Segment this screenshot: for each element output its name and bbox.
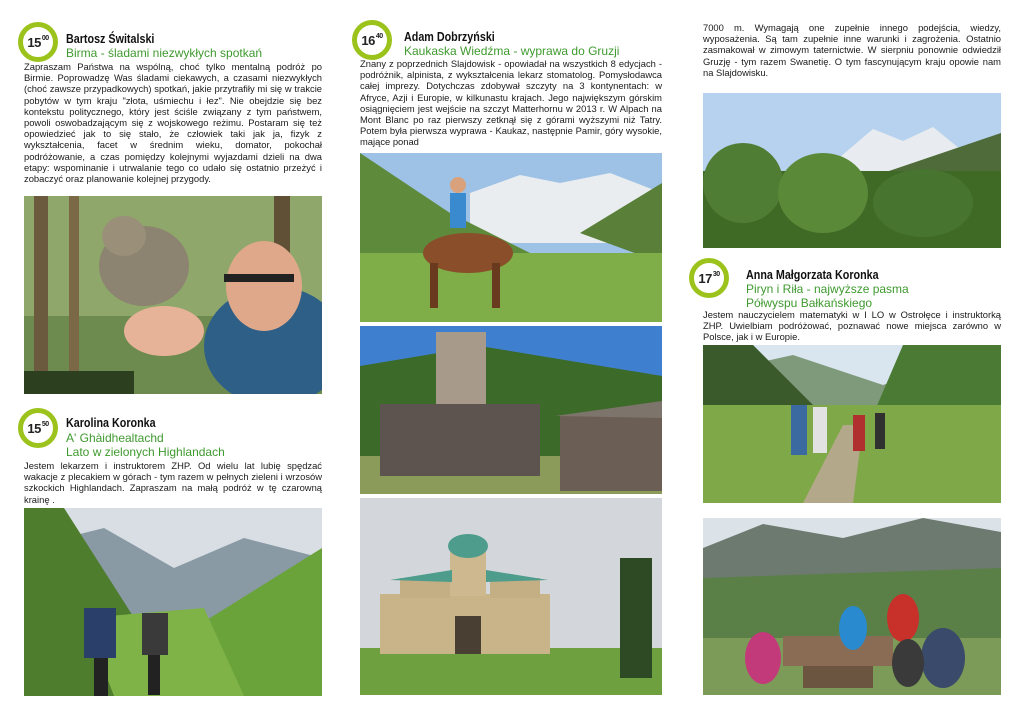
- talk-title-4a: Piryn i Riła - najwyższe pasma: [746, 282, 909, 296]
- time-badge-3: 16 $^{40}$: [352, 20, 392, 60]
- talk-title-3: Kaukaska Wiedźma - wyprawa do Gruzji: [404, 44, 620, 58]
- photo-pirin-hikers: [703, 345, 1001, 503]
- time-badge-1: 15 $^{00}$: [18, 22, 58, 62]
- talk-title-1: Birma - śladami niezwykłych spotkań: [66, 46, 263, 60]
- time-badge-4: 17 $^{30}$: [689, 258, 729, 298]
- talk-description-4: Jestem nauczycielem matematyki w I LO w Ostrołęce i instruktorką ZHP. Uwielbiam podróżować, poznawać nowe miejsca zarówno w Polsce, jak i w Europie.: [703, 309, 1001, 343]
- time-badge-2: 15 $^{50}$: [18, 408, 58, 448]
- talk-description-2: Jestem lekarzem i instruktorem ZHP. Od wielu lat lubię spędzać wakacje z plecakiem w górach - tym razem w pełnych zieleni i wrzosów szkockich Highlandach. Zapraszam na małą podróż w tę czarowną krainę .: [24, 460, 322, 505]
- photo-bagrati-cathedral: [360, 498, 662, 695]
- talk-description-1: Zapraszam Państwa na wspólną, choć tylko mentalną podróż po Birmie. Poprowadzę Was śladami ciekawych, a czasami niezwykłych (choć zawsze przypadkowych) spotkań, jakie przytrafiły mi się w trakcie pobytów w tym kraju "złota, uśmiechu i łez". Nie obejdzie się bez kontekstu politycznego, który jest ściśle związany z tym państwem, powoli oswobadzającym się z wojskowego reżimu. Postaram się też opowiedzieć jak to się stało, że człowiek taki jak ja, fizyk z wykształcenia, facet w średnim wieku, domator, pokochał podróżowanie, a czas pomiędzy kolejnymi wyjazdami dzieli na dwa etapy: wspominanie i utrwalanie tego co udało się ostatnio przeżyć i zobaczyć oraz planowanie kolejnej przygody.: [24, 61, 322, 185]
- speaker-name-3: Adam Dobrzyński: [404, 30, 495, 44]
- photo-highlands: [24, 508, 322, 696]
- talk-title-2a: A' Ghàidhealtachd: [66, 431, 164, 445]
- speaker-name-4: Anna Małgorzata Koronka: [746, 268, 879, 282]
- speaker-name-1: Bartosz Świtalski: [66, 32, 155, 46]
- talk-title-2b: Lato w zielonych Highlandach: [66, 445, 225, 459]
- photo-rila-group: [703, 518, 1001, 695]
- speaker-name-2: Karolina Koronka: [66, 416, 156, 430]
- talk-description-3-continued: 7000 m. Wymagają one zupełnie innego podejścia, wiedzy, wyposażenia. Są tam zupełnie inne warunki i zagrożenia. Ostatnio zasmakował w zimowym taternictwie. W sierpniu ponownie odwiedził Gruzję - tym razem Swanetię. O tym fascynującym kraju opowie nam na Slajdowisku.: [703, 22, 1001, 78]
- photo-horse-rider: [360, 153, 662, 322]
- photo-monkey-portrait: [24, 196, 322, 394]
- photo-svaneti-mountains: [703, 93, 1001, 248]
- talk-description-3: Znany z poprzednich Slajdowisk - opowiadał na wszystkich 8 edycjach - podróżnik, alpinista, z wykształcenia lekarz stomatolog. Pomysłodawca całej imprezy. Dotychczas zdobywał szczyty na 3 kontynentach: w Afryce, Azji i Europie, w kilkunastu krajach. Jego największym górskim osiągnięciem jest wejście na szczyt Matterhornu w 2013 r. W Alpach na Mont Blanc po raz pierwszy zetknął się z górami wyższymi niż Tatry. Potem była pierwsza wyprawa - Kaukaz, następnie Pamir, góry wysokie, mające ponad: [360, 58, 662, 148]
- photo-svan-tower: [360, 326, 662, 494]
- talk-title-4b: Półwyspu Bałkańskiego: [746, 296, 873, 310]
